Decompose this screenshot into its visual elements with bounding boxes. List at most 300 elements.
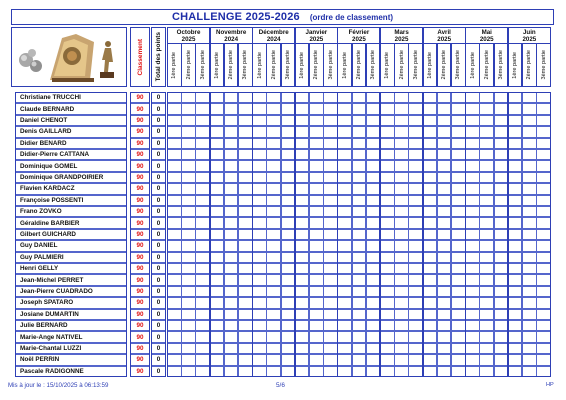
score-cell [366, 195, 381, 206]
score-cell [337, 126, 352, 137]
score-cell [266, 343, 281, 354]
score-cell [167, 240, 182, 251]
printer-label: HP [546, 382, 554, 388]
score-cell [238, 92, 253, 103]
month-header [252, 27, 295, 44]
player-rank: 90 [130, 126, 150, 137]
score-cell [210, 126, 225, 137]
score-cell [366, 366, 381, 377]
score-cell [295, 172, 310, 183]
score-cell [366, 160, 381, 171]
score-cell [224, 240, 239, 251]
score-cell [479, 92, 494, 103]
month-year: 2025 [479, 35, 494, 43]
part-header: 1ère partie [465, 43, 480, 87]
score-cell [522, 343, 537, 354]
score-cell [252, 126, 267, 137]
score-cell [423, 229, 438, 240]
score-cell [451, 149, 466, 160]
score-cell [536, 240, 551, 251]
score-cell [210, 309, 225, 320]
score-cell [536, 92, 551, 103]
score-cell [408, 286, 423, 297]
score-cell [508, 274, 523, 285]
score-cell [337, 229, 352, 240]
score-cell [408, 206, 423, 217]
score-cell [479, 286, 494, 297]
score-cell [536, 138, 551, 149]
score-cell [309, 229, 324, 240]
player-rank: 90 [130, 160, 150, 171]
score-cell [423, 183, 438, 194]
score-cell [195, 240, 210, 251]
score-cell [494, 126, 509, 137]
score-cell [295, 229, 310, 240]
score-cell [224, 286, 239, 297]
score-cell [281, 149, 296, 160]
score-cell [423, 92, 438, 103]
score-cell [366, 126, 381, 137]
score-cell [494, 274, 509, 285]
score-cell [181, 183, 196, 194]
score-cell [522, 160, 537, 171]
score-cell [536, 354, 551, 365]
score-cell [281, 320, 296, 331]
score-cell [195, 103, 210, 114]
score-cell [266, 92, 281, 103]
player-rank: 90 [130, 149, 150, 160]
score-cell [181, 149, 196, 160]
score-cell [195, 217, 210, 228]
score-cell [309, 103, 324, 114]
player-name: Jean-Michel PERRET [15, 274, 127, 285]
score-cell [167, 274, 182, 285]
score-cell [309, 183, 324, 194]
score-cell [494, 149, 509, 160]
score-cell [167, 160, 182, 171]
score-cell [437, 115, 452, 126]
score-cell [394, 286, 409, 297]
score-cell [380, 286, 395, 297]
score-cell [323, 126, 338, 137]
score-cell [238, 343, 253, 354]
score-cell [167, 195, 182, 206]
score-cell [494, 366, 509, 377]
score-cell [352, 252, 367, 263]
score-cell [423, 126, 438, 137]
score-cell [366, 240, 381, 251]
score-cell [266, 126, 281, 137]
score-cell [167, 115, 182, 126]
score-cell [210, 172, 225, 183]
score-cell [508, 331, 523, 342]
score-cell [366, 343, 381, 354]
score-cell [408, 217, 423, 228]
score-cell [337, 252, 352, 263]
score-cell [295, 217, 310, 228]
score-cell [394, 115, 409, 126]
score-cell [522, 274, 537, 285]
player-points: 0 [151, 331, 166, 342]
player-name: Marie-Chantal LUZZI [15, 343, 127, 354]
score-cell [195, 263, 210, 274]
score-cell [437, 240, 452, 251]
score-cell [536, 115, 551, 126]
score-cell [536, 366, 551, 377]
score-cell [281, 274, 296, 285]
part-header: 2ème partie [309, 43, 324, 87]
score-cell [380, 229, 395, 240]
score-cell [465, 274, 480, 285]
score-cell [210, 195, 225, 206]
score-cell [451, 309, 466, 320]
score-cell [181, 297, 196, 308]
score-cell [252, 252, 267, 263]
score-cell [508, 115, 523, 126]
score-cell [352, 126, 367, 137]
score-cell [366, 115, 381, 126]
score-cell [266, 320, 281, 331]
score-cell [522, 252, 537, 263]
score-cell [380, 252, 395, 263]
score-cell [195, 92, 210, 103]
score-cell [465, 92, 480, 103]
score-cell [266, 160, 281, 171]
score-cell [167, 126, 182, 137]
score-cell [423, 366, 438, 377]
score-cell [238, 195, 253, 206]
player-points: 0 [151, 252, 166, 263]
player-points: 0 [151, 343, 166, 354]
part-header: 3ème partie [195, 43, 210, 87]
score-cell [309, 366, 324, 377]
score-cell [252, 309, 267, 320]
player-name: Pascale RADIGONNE [15, 366, 127, 377]
score-cell [437, 206, 452, 217]
score-cell [479, 240, 494, 251]
score-cell [295, 274, 310, 285]
score-cell [380, 195, 395, 206]
score-cell [352, 160, 367, 171]
score-cell [437, 229, 452, 240]
score-cell [352, 195, 367, 206]
score-cell [451, 263, 466, 274]
score-cell [465, 331, 480, 342]
score-cell [451, 92, 466, 103]
score-cell [352, 149, 367, 160]
score-cell [224, 297, 239, 308]
score-cell [352, 115, 367, 126]
score-cell [451, 240, 466, 251]
month-year: 2025 [437, 35, 452, 43]
score-cell [465, 149, 480, 160]
score-cell [195, 115, 210, 126]
month-year: 2025 [309, 35, 324, 43]
score-cell [210, 343, 225, 354]
score-cell [281, 138, 296, 149]
score-cell [423, 240, 438, 251]
score-cell [181, 354, 196, 365]
score-cell [238, 274, 253, 285]
score-cell [323, 240, 338, 251]
score-cell [408, 115, 423, 126]
score-cell [423, 160, 438, 171]
score-cell [479, 217, 494, 228]
score-cell [494, 160, 509, 171]
player-rank: 90 [130, 274, 150, 285]
score-cell [479, 354, 494, 365]
score-cell [295, 160, 310, 171]
score-cell [522, 183, 537, 194]
score-cell [522, 309, 537, 320]
score-cell [266, 217, 281, 228]
score-cell [536, 297, 551, 308]
score-cell [281, 252, 296, 263]
score-cell [408, 343, 423, 354]
score-cell [181, 115, 196, 126]
player-rank: 90 [130, 92, 150, 103]
score-cell [508, 297, 523, 308]
score-cell [181, 138, 196, 149]
score-cell [479, 263, 494, 274]
part-header: 2ème partie [522, 43, 537, 87]
score-cell [210, 354, 225, 365]
score-cell [266, 115, 281, 126]
score-cell [252, 354, 267, 365]
part-header: 3ème partie [494, 43, 509, 87]
part-header: 3ème partie [323, 43, 338, 87]
month-year: 2025 [181, 35, 196, 43]
score-cell [423, 309, 438, 320]
score-cell [451, 366, 466, 377]
part-header: 2ème partie [266, 43, 281, 87]
score-cell [352, 92, 367, 103]
score-cell [281, 309, 296, 320]
score-cell [380, 309, 395, 320]
score-cell [522, 263, 537, 274]
score-cell [479, 229, 494, 240]
score-cell [408, 297, 423, 308]
score-cell [181, 229, 196, 240]
part-header: 2ème partie [479, 43, 494, 87]
score-cell [167, 206, 182, 217]
player-name: Noël PERRIN [15, 354, 127, 365]
score-cell [295, 138, 310, 149]
score-cell [252, 172, 267, 183]
score-cell [508, 92, 523, 103]
score-cell [281, 240, 296, 251]
score-cell [210, 149, 225, 160]
page-title: CHALLENGE 2025-2026 [171, 11, 300, 23]
score-cell [252, 320, 267, 331]
player-points: 0 [151, 274, 166, 285]
part-header: 3ème partie [238, 43, 253, 87]
score-cell [181, 206, 196, 217]
score-cell [352, 309, 367, 320]
score-cell [352, 206, 367, 217]
logo-box [11, 27, 127, 87]
score-cell [465, 240, 480, 251]
score-cell [337, 354, 352, 365]
month-year: 2024 [224, 35, 239, 43]
score-cell [437, 172, 452, 183]
score-cell [238, 331, 253, 342]
score-cell [408, 263, 423, 274]
score-cell [437, 138, 452, 149]
score-cell [224, 331, 239, 342]
score-cell [224, 195, 239, 206]
score-cell [252, 160, 267, 171]
score-cell [494, 172, 509, 183]
score-cell [352, 366, 367, 377]
score-cell [337, 343, 352, 354]
score-cell [423, 274, 438, 285]
score-cell [394, 274, 409, 285]
score-cell [408, 366, 423, 377]
score-cell [508, 309, 523, 320]
score-cell [281, 263, 296, 274]
score-cell [224, 263, 239, 274]
score-cell [437, 92, 452, 103]
score-cell [380, 138, 395, 149]
score-cell [366, 92, 381, 103]
page-subtitle: (ordre de classement) [309, 12, 394, 22]
score-cell [281, 126, 296, 137]
player-points: 0 [151, 126, 166, 137]
score-cell [167, 183, 182, 194]
score-cell [323, 309, 338, 320]
part-header: 3ème partie [366, 43, 381, 87]
score-cell [479, 309, 494, 320]
score-cell [195, 320, 210, 331]
score-cell [465, 343, 480, 354]
player-name: Géraldine BARBIER [15, 217, 127, 228]
score-cell [451, 297, 466, 308]
score-cell [309, 309, 324, 320]
score-cell [380, 343, 395, 354]
player-points: 0 [151, 229, 166, 240]
player-name: Marie-Ange NATIVEL [15, 331, 127, 342]
score-cell [408, 252, 423, 263]
score-cell [309, 126, 324, 137]
score-cell [210, 217, 225, 228]
score-cell [394, 183, 409, 194]
player-name: Frano ZOVKO [15, 206, 127, 217]
score-cell [394, 229, 409, 240]
month-header [295, 27, 338, 44]
score-cell [352, 138, 367, 149]
score-cell [210, 138, 225, 149]
score-cell [451, 115, 466, 126]
player-rank: 90 [130, 195, 150, 206]
score-cell [423, 217, 438, 228]
score-cell [380, 172, 395, 183]
score-cell [266, 309, 281, 320]
score-cell [266, 103, 281, 114]
player-points: 0 [151, 92, 166, 103]
score-cell [309, 92, 324, 103]
score-cell [394, 160, 409, 171]
month-header [380, 27, 423, 44]
score-cell [195, 126, 210, 137]
score-cell [252, 195, 267, 206]
score-cell [195, 195, 210, 206]
score-cell [437, 160, 452, 171]
score-cell [465, 126, 480, 137]
score-cell [465, 160, 480, 171]
score-cell [451, 331, 466, 342]
score-cell [479, 149, 494, 160]
score-cell [210, 183, 225, 194]
month-name: Janvier [305, 28, 328, 36]
score-cell [394, 126, 409, 137]
score-cell [210, 229, 225, 240]
score-cell [281, 297, 296, 308]
score-cell [337, 138, 352, 149]
score-cell [295, 103, 310, 114]
score-cell [238, 309, 253, 320]
player-name: Jean-Pierre CUADRADO [15, 286, 127, 297]
score-cell [252, 240, 267, 251]
score-cell [465, 229, 480, 240]
player-points: 0 [151, 286, 166, 297]
title-bar [11, 9, 554, 25]
score-cell [352, 331, 367, 342]
score-cell [295, 252, 310, 263]
score-cell [366, 286, 381, 297]
score-cell [352, 297, 367, 308]
score-cell [408, 320, 423, 331]
score-cell [479, 183, 494, 194]
month-name: Octobre [176, 28, 201, 36]
score-cell [238, 172, 253, 183]
score-cell [394, 206, 409, 217]
score-cell [451, 343, 466, 354]
score-cell [522, 320, 537, 331]
score-cell [394, 138, 409, 149]
score-cell [522, 138, 537, 149]
score-cell [238, 252, 253, 263]
player-rank: 90 [130, 263, 150, 274]
score-cell [238, 229, 253, 240]
score-cell [394, 354, 409, 365]
score-cell [195, 366, 210, 377]
score-cell [536, 206, 551, 217]
score-cell [195, 160, 210, 171]
score-cell [494, 183, 509, 194]
score-cell [536, 172, 551, 183]
player-name: Claude BERNARD [15, 103, 127, 114]
score-cell [508, 252, 523, 263]
score-cell [394, 217, 409, 228]
player-rank: 90 [130, 366, 150, 377]
score-cell [224, 274, 239, 285]
score-cell [210, 286, 225, 297]
player-rank: 90 [130, 206, 150, 217]
month-name: Mai [481, 28, 492, 36]
month-name: Juin [522, 28, 536, 36]
score-cell [266, 183, 281, 194]
score-cell [210, 297, 225, 308]
player-points: 0 [151, 195, 166, 206]
score-cell [252, 229, 267, 240]
part-header: 1ère partie [380, 43, 395, 87]
score-cell [337, 274, 352, 285]
score-cell [494, 354, 509, 365]
player-rank: 90 [130, 115, 150, 126]
score-cell [451, 274, 466, 285]
player-points: 0 [151, 366, 166, 377]
